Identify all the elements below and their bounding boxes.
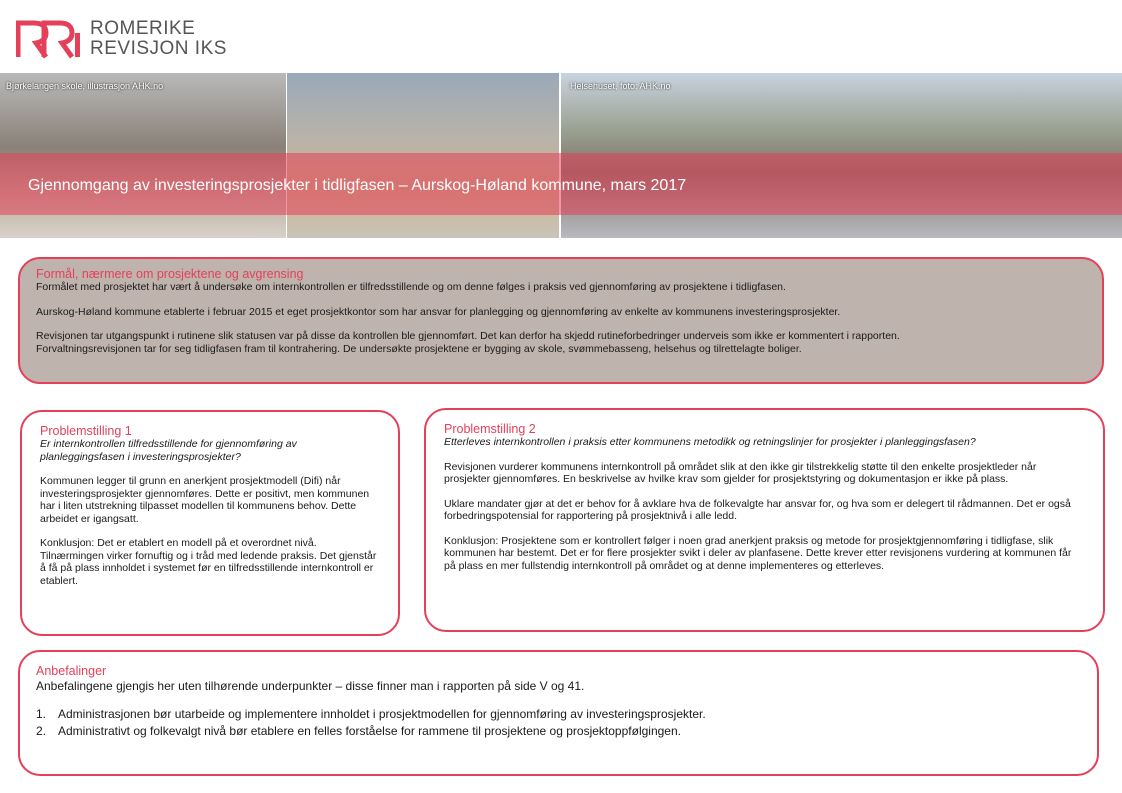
list-item-number: 1. xyxy=(36,707,47,721)
photo-caption-right: Helsehuset, foto: AHK.no xyxy=(570,81,671,91)
purpose-paragraph-3: Revisjonen tar utgangspunkt i rutinene slik statusen var på disse da kontrollen ble gjennomført. Det kan derfor ha skjedd rutineforbedringer underveis som ikke er kommentert i rapporten. xyxy=(36,330,900,342)
recommendations-intro: Anbefalingene gjengis her uten tilhørende underpunkter – disse finner man i rapporten på side V og 41. xyxy=(36,679,585,693)
problem-1-box xyxy=(20,410,400,636)
problem-1-conclusion: Konklusjon: Det er etablert en modell på et overordnet nivå. Tilnærmingen virker fornuftig og i tråd med ledende praksis. Det gjenstår å få på plass innholdet i systemet før en tilfredsstillende internkontroll er etablert. xyxy=(40,537,377,587)
list-item xyxy=(36,723,1081,740)
logo-line1: ROMERIKE xyxy=(90,18,196,39)
list-item-text: Administrativt og folkevalgt nivå bør etablere en felles forståelse for rammene til prosjektene og prosjektoppfølgingen. xyxy=(58,724,681,738)
problem-2-conclusion: Konklusjon: Prosjektene som er kontrollert følger i noen grad anerkjent praksis og metode for prosjektgjennomføring i tidligfase, slik kommunen har bestemt. Det er for flere prosjekter svikt i deler av planfasene. Dette krever etter revisjonens vurdering at kommunen får på plass en mer fullstendig internkontroll på området og at denne implementeres og etterleves. xyxy=(444,534,1072,572)
rri-logo-icon xyxy=(16,19,84,59)
recommendations-heading: Anbefalinger xyxy=(36,664,107,678)
banner xyxy=(0,73,1122,238)
problem-1-heading: Problemstilling 1 xyxy=(40,424,132,438)
problem-2-box xyxy=(424,408,1105,632)
problem-2-heading: Problemstilling 2 xyxy=(444,422,536,436)
problem-2-question: Etterleves internkontrollen i praksis etter kommunens metodikk og retningslinjer for prosjekter i planleggingsfasen? xyxy=(444,436,976,448)
list-item-number: 2. xyxy=(36,724,47,738)
purpose-heading: Formål, nærmere om prosjektene og avgrensing xyxy=(36,267,304,281)
list-item-text: Administrasjonen bør utarbeide og implementere innholdet i prosjektmodellen for gjennomføring av investeringsprosjekter. xyxy=(58,707,706,721)
logo-text xyxy=(90,19,227,59)
recommendations-list xyxy=(36,706,1081,740)
purpose-box xyxy=(18,257,1104,384)
purpose-paragraph-1: Formålet med prosjektet har vært å undersøke om internkontrollen er tilfredsstillende og om denne følges i praksis ved gjennomføring av prosjektene i tidligfasen. xyxy=(36,281,786,293)
logo-line2: REVISJON IKS xyxy=(90,38,227,59)
problem-1-question: Er internkontrollen tilfredsstillende for gjennomføring av planleggingsfasen i investeringsprosjekter? xyxy=(40,438,297,463)
list-item xyxy=(36,706,1081,723)
recommendations-box xyxy=(18,650,1099,776)
purpose-paragraph-2: Aurskog-Høland kommune etablerte i februar 2015 et eget prosjektkontor som har ansvar for planlegging og gjennomføring av enkelte av kommunens investeringsprosjekter. xyxy=(36,305,841,318)
problem-2-body-1: Revisjonen vurderer kommunens internkontroll på området slik at den ikke gir tilstrekkelig støtte til den enkelte prosjektleder når prosjekter gjennomføres. En beskrivelse av hvilke krav som gjelder for prosjektstyring og dokumentasjon er ikke på plass. xyxy=(444,460,1037,485)
logo xyxy=(16,18,227,60)
problem-1-body: Kommunen legger til grunn en anerkjent prosjektmodell (Difi) når investeringsprosjekter gjennomføres. Dette er positivt, men kommunen har i liten utstrekning tilpasset modellen til kommunens behov. Dette arbeidet er igangsatt. xyxy=(40,475,370,525)
purpose-paragraph-4: Forvaltningsrevisjonen tar for seg tidligfasen fram til kontrahering. De undersøkte prosjektene er bygging av skole, svømmebasseng, helsehus og tilrettelagte boliger. xyxy=(36,342,802,355)
problem-2-body-2: Uklare mandater gjør at det er behov for å avklare hva de folkevalgte har ansvar for, og hva som er delegert til rådmannen. Det er også forbedringspotensial for rapportering på prosjektnivå i alle ledd. xyxy=(444,497,1071,522)
banner-title: Gjennomgang av investeringsprosjekter i tidligfasen – Aurskog-Høland kommune, mars 2017 xyxy=(28,177,687,194)
photo-caption-left: Bjørkelangen skole, illustrasjon AHK.no xyxy=(6,81,164,91)
